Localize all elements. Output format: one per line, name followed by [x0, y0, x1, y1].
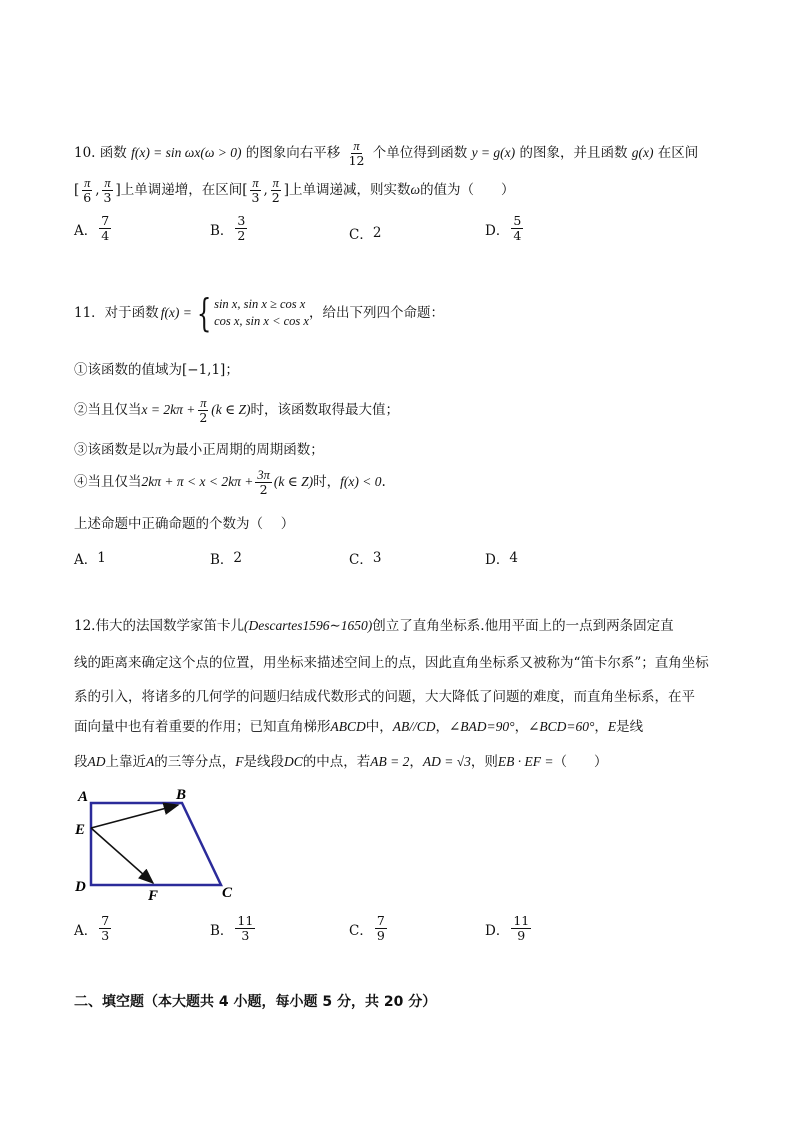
q11-summary: 上述命题中正确命题的个数为（ ） [74, 516, 295, 532]
label-a: A [78, 789, 89, 805]
q12-line3: 系的引入，将诸多的几何学的问题归结成代数形式的问题，大大降低了问题的难度，而直角坐标系，在平 [74, 689, 695, 705]
label-e: E [75, 822, 86, 838]
q11-proposition-2: ②当且仅当x = 2kπ + $\frac{\pi}{2}$ (k ∈ Z)时，该函数取得最大值； [74, 396, 400, 425]
q11-option-d[interactable]: D． 4 [485, 550, 518, 568]
label-f: F [148, 888, 159, 904]
q10-option-c[interactable]: C． 2 [349, 225, 382, 243]
q12-option-d[interactable]: D． $\frac{11}{9}$ [485, 913, 530, 943]
interval1-start: $\frac{\pi}{6}$ [83, 176, 92, 205]
interval2-end: $\frac{\pi}{2}$ [271, 176, 280, 205]
q11-option-c[interactable]: C． 3 [349, 550, 382, 568]
trapezoid-abcd [91, 803, 221, 885]
interval1-end: $\frac{\pi}{3}$ [103, 176, 112, 205]
shift-fraction: $\frac{\pi}{12}$ [348, 139, 365, 168]
q11-proposition-4: ④当且仅当2kπ + π < x < 2kπ + $\frac{3\pi}{2}$ (k ∈ Z)时，f(x) < 0. [74, 468, 386, 497]
q12-line1: 12.伟大的法国数学家笛卡儿(Descartes1596∼1650)创立了直角坐标系.他用平面上的一点到两条固定直 [74, 618, 674, 634]
q11-stem: 11．对于函数 f(x) = { sin x, sin x ≥ cos x cos x, sin x < cos x ，给出下列四个命题： [74, 291, 444, 335]
q12-option-c[interactable]: C． $\frac{7}{9}$ [349, 913, 385, 943]
vector-ef [91, 828, 153, 883]
q10-option-d[interactable]: D． $\frac{5}{4}$ [485, 213, 522, 243]
q12-option-b[interactable]: B． $\frac{11}{3}$ [210, 913, 254, 943]
q11-option-a[interactable]: A． 1 [74, 550, 106, 568]
q10-option-a[interactable]: A． $\frac{7}{4}$ [74, 213, 110, 243]
q11-proposition-1: ①该函数的值域为[−1,1]； [74, 362, 239, 378]
q12-option-a[interactable]: A． $\frac{7}{3}$ [74, 913, 110, 943]
q10-line1: 10. 函数 f(x) = sin ωx(ω > 0) 的图象向右平移 $\frac{\pi}{12}$ 个单位得到函数 y = g(x) 的图象，并且函数 g(x) 在区间 [74, 139, 699, 168]
label-b: B [176, 787, 187, 803]
trapezoid-figure [70, 784, 245, 904]
q11-proposition-3: ③该函数是以π为最小正周期的周期函数； [74, 442, 324, 458]
section-2-heading: 二、填空题（本大题共 4 小题，每小题 5 分，共 20 分） [74, 994, 437, 1010]
label-d: D [75, 879, 86, 895]
vector-eb [91, 805, 178, 828]
q10-option-b[interactable]: B． $\frac{3}{2}$ [210, 213, 246, 243]
piecewise-brace: { sin x, sin x ≥ cos x cos x, sin x < cos x [196, 291, 309, 335]
q10-line2: [ $\frac{\pi}{6}$ , $\frac{\pi}{3}$ ]上单调递增，在区间[ $\frac{\pi}{3}$ , $\frac{\pi}{2}$ ]上单调递减，则实数ω的值为（ ） [74, 176, 515, 205]
q12-line2: 线的距离来确定这个点的位置，用坐标来描述空间上的点，因此直角坐标系又被称为“笛卡尔系”；直角坐标 [74, 655, 709, 671]
q11-option-b[interactable]: B． 2 [210, 550, 243, 568]
q12-line4: 面向量中也有着重要的作用；已知直角梯形ABCD中，AB//CD，∠BAD=90°，∠BCD=60°，E是线 [74, 719, 644, 735]
q12-line5: 段AD上靠近A的三等分点，F是线段DC的中点，若AB = 2，AD = √3，则EB · EF =（ ） [74, 754, 608, 770]
label-c: C [222, 885, 233, 901]
interval2-start: $\frac{\pi}{3}$ [251, 176, 260, 205]
